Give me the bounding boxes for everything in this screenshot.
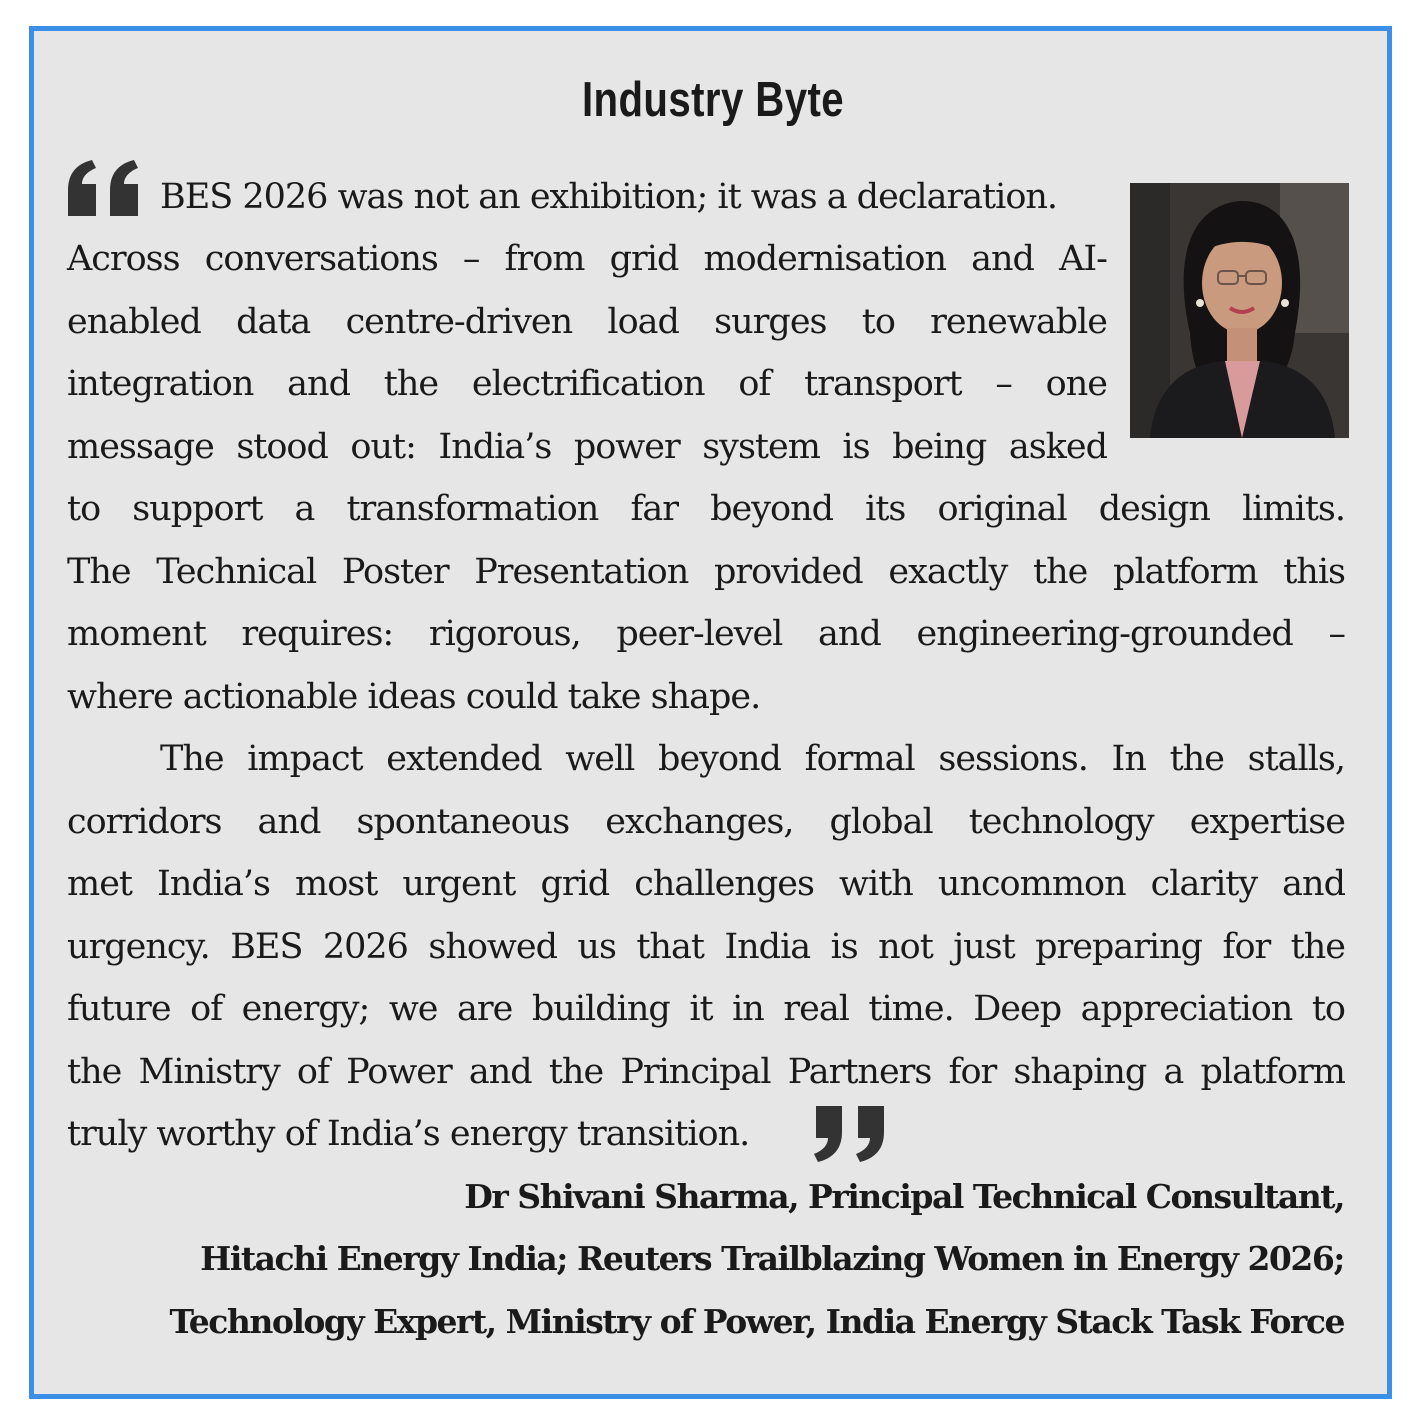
quote-line: BES 2026 was not an exhibition; it was a declaration. [160, 177, 1058, 217]
attribution-line: Hitachi Energy India; Reuters Trailblazing Women in Energy 2026; [200, 1239, 1344, 1278]
quote-line: the Ministry of Power and the Principal Partners for shaping a platform [67, 1052, 1345, 1092]
quote-line: future of energy; we are building it in real time. Deep appreciation to [67, 989, 1345, 1029]
quote-line: The impact extended well beyond formal sessions. In the stalls, [160, 739, 1345, 779]
quote-line: The Technical Poster Presentation provided exactly the platform this [67, 552, 1345, 592]
quote-line: truly worthy of India’s energy transition. [67, 1114, 750, 1154]
quote-line: corridors and spontaneous exchanges, global technology expertise [67, 802, 1345, 842]
quote-line: integration and the electrification of transport – one [67, 364, 1107, 404]
open-quote-icon [66, 160, 142, 218]
quote-line: urgency. BES 2026 showed us that India is not just preparing for the [67, 927, 1345, 967]
quote-line: to support a transformation far beyond its original design limits. [67, 489, 1345, 529]
close-quote-icon [814, 1106, 888, 1162]
quote-line: enabled data centre-driven load surges to renewable [67, 302, 1107, 342]
quote-line: Across conversations – from grid modernisation and AI- [67, 239, 1107, 279]
quote-line: met India’s most urgent grid challenges with uncommon clarity and [67, 864, 1345, 904]
attribution-line: Dr Shivani Sharma, Principal Technical Consultant, [464, 1177, 1344, 1216]
attribution-line: Technology Expert, Ministry of Power, India Energy Stack Task Force [169, 1302, 1344, 1341]
section-title: Industry Byte [581, 73, 845, 127]
quote-line: moment requires: rigorous, peer-level and engineering-grounded – [67, 614, 1345, 654]
portrait-photo [1130, 183, 1349, 438]
quote-line: message stood out: India’s power system is being asked [67, 427, 1107, 467]
quote-line: where actionable ideas could take shape. [67, 677, 761, 717]
